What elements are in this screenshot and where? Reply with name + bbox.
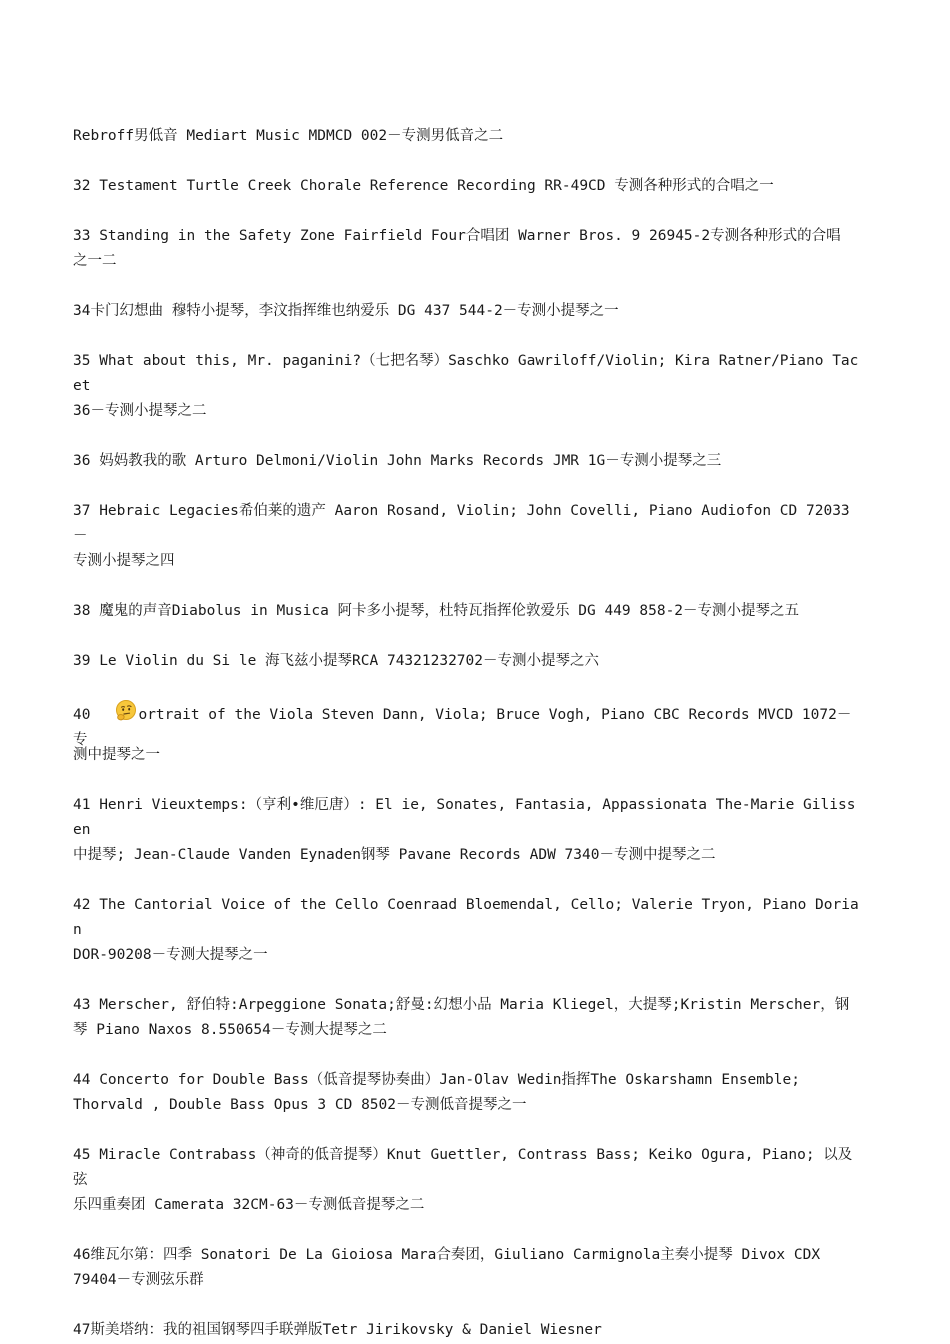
entry-line: 46维瓦尔第：四季 Sonatori De La Gioiosa Mara合奏团，Giuliano Carmignola主奏小提琴 Divox CDX <box>73 1247 821 1263</box>
entry-line: 42 The Cantorial Voice of the Cello Coenraad Bloemendal, Cello; Valerie Tryon, Piano Dorian <box>73 897 859 938</box>
list-item <box>73 499 864 574</box>
list-item <box>73 699 864 768</box>
list-item <box>73 993 864 1043</box>
entry-prefix: 40 <box>73 707 91 723</box>
list-item <box>73 1143 864 1218</box>
list-item <box>73 449 864 474</box>
entry-line: Thorvald , Double Bass Opus 3 CD 8502－专测低音提琴之一 <box>73 1097 527 1113</box>
entry-line: 41 Henri Vieuxtemps:（亨利•维厄唐）: El ie, Sonates, Fantasia, Appassionata The-Marie Gilissen <box>73 797 856 838</box>
list-item <box>73 174 864 199</box>
list-item <box>73 124 864 149</box>
list-item <box>73 224 864 274</box>
list-item <box>73 793 864 868</box>
list-item <box>73 1068 864 1118</box>
thinking-face-icon <box>114 699 138 723</box>
list-item <box>73 649 864 674</box>
entry-line: 之一二 <box>73 253 117 269</box>
entry-line: 38 魔鬼的声音Diabolus in Musica 阿卡多小提琴，杜特瓦指挥伦敦爱乐 DG 449 858-2－专测小提琴之五 <box>73 603 800 619</box>
list-item <box>73 893 864 968</box>
entry-line: 39 Le Violin du Si le 海飞兹小提琴RCA 74321232702－专测小提琴之六 <box>73 653 599 669</box>
entry-line-text: ortrait of the Viola Steven Dann, Viola; Bruce Vogh, Piano CBC Records MVCD 1072－专 <box>73 707 852 748</box>
entry-line: Rebroff男低音 Mediart Music MDMCD 002－专测男低音之二 <box>73 128 504 144</box>
list-item <box>73 599 864 624</box>
entry-line: 中提琴; Jean-Claude Vanden Eynaden钢琴 Pavane Records ADW 7340－专测中提琴之二 <box>73 847 716 863</box>
entry-line: 测中提琴之一 <box>73 747 160 763</box>
entry-line: 47斯美塔纳：我的祖国钢琴四手联弹版Tetr Jirikovsky & Daniel Wiesner <box>73 1322 602 1338</box>
list-item <box>73 1318 864 1343</box>
entry-line: 乐四重奏团 Camerata 32CM-63－专测低音提琴之二 <box>73 1197 425 1213</box>
entry-line: 37 Hebraic Legacies希伯莱的遗产 Aaron Rosand, Violin; John Covelli, Piano Audiofon CD 72033－ <box>73 503 850 544</box>
entry-line: 32 Testament Turtle Creek Chorale Reference Recording RR-49CD 专测各种形式的合唱之一 <box>73 178 774 194</box>
entry-line: 43 Merscher, 舒伯特:Arpeggione Sonata;舒曼:幻想小品 Maria Kliegel，大提琴;Kristin Merscher，钢 <box>73 997 850 1013</box>
entry-line: 琴 Piano Naxos 8.550654－专测大提琴之二 <box>73 1022 387 1038</box>
list-item <box>73 299 864 324</box>
entry-line: 79404－专测弦乐群 <box>73 1272 204 1288</box>
entry-line: 35 What about this, Mr. paganini?（七把名琴）Saschko Gawriloff/Violin; Kira Ratner/Piano Tacet <box>73 353 859 394</box>
entry-line: 45 Miracle Contrabass（神奇的低音提琴）Knut Guettler, Contrass Bass; Keiko Ogura, Piano; 以及弦 <box>73 1147 853 1188</box>
entry-line: 44 Concerto for Double Bass（低音提琴协奏曲）Jan-Olav Wedin指挥The Oskarshamn Ensemble; <box>73 1072 800 1088</box>
list-item <box>73 349 864 424</box>
entry-line: 36 妈妈教我的歌 Arturo Delmoni/Violin John Marks Records JMR 1G－专测小提琴之三 <box>73 453 722 469</box>
list-item <box>73 1243 864 1293</box>
entry-line-with-icon <box>73 699 864 748</box>
entry-line: 36－专测小提琴之二 <box>73 403 207 419</box>
entry-line: DOR-90208－专测大提琴之一 <box>73 947 268 963</box>
entry-line: 34卡门幻想曲 穆特小提琴，李汶指挥维也纳爱乐 DG 437 544-2－专测小提琴之一 <box>73 303 619 319</box>
entry-line: 专测小提琴之四 <box>73 553 175 569</box>
entry-line: 33 Standing in the Safety Zone Fairfield Four合唱团 Warner Bros. 9 26945-2专测各种形式的合唱 <box>73 228 841 244</box>
